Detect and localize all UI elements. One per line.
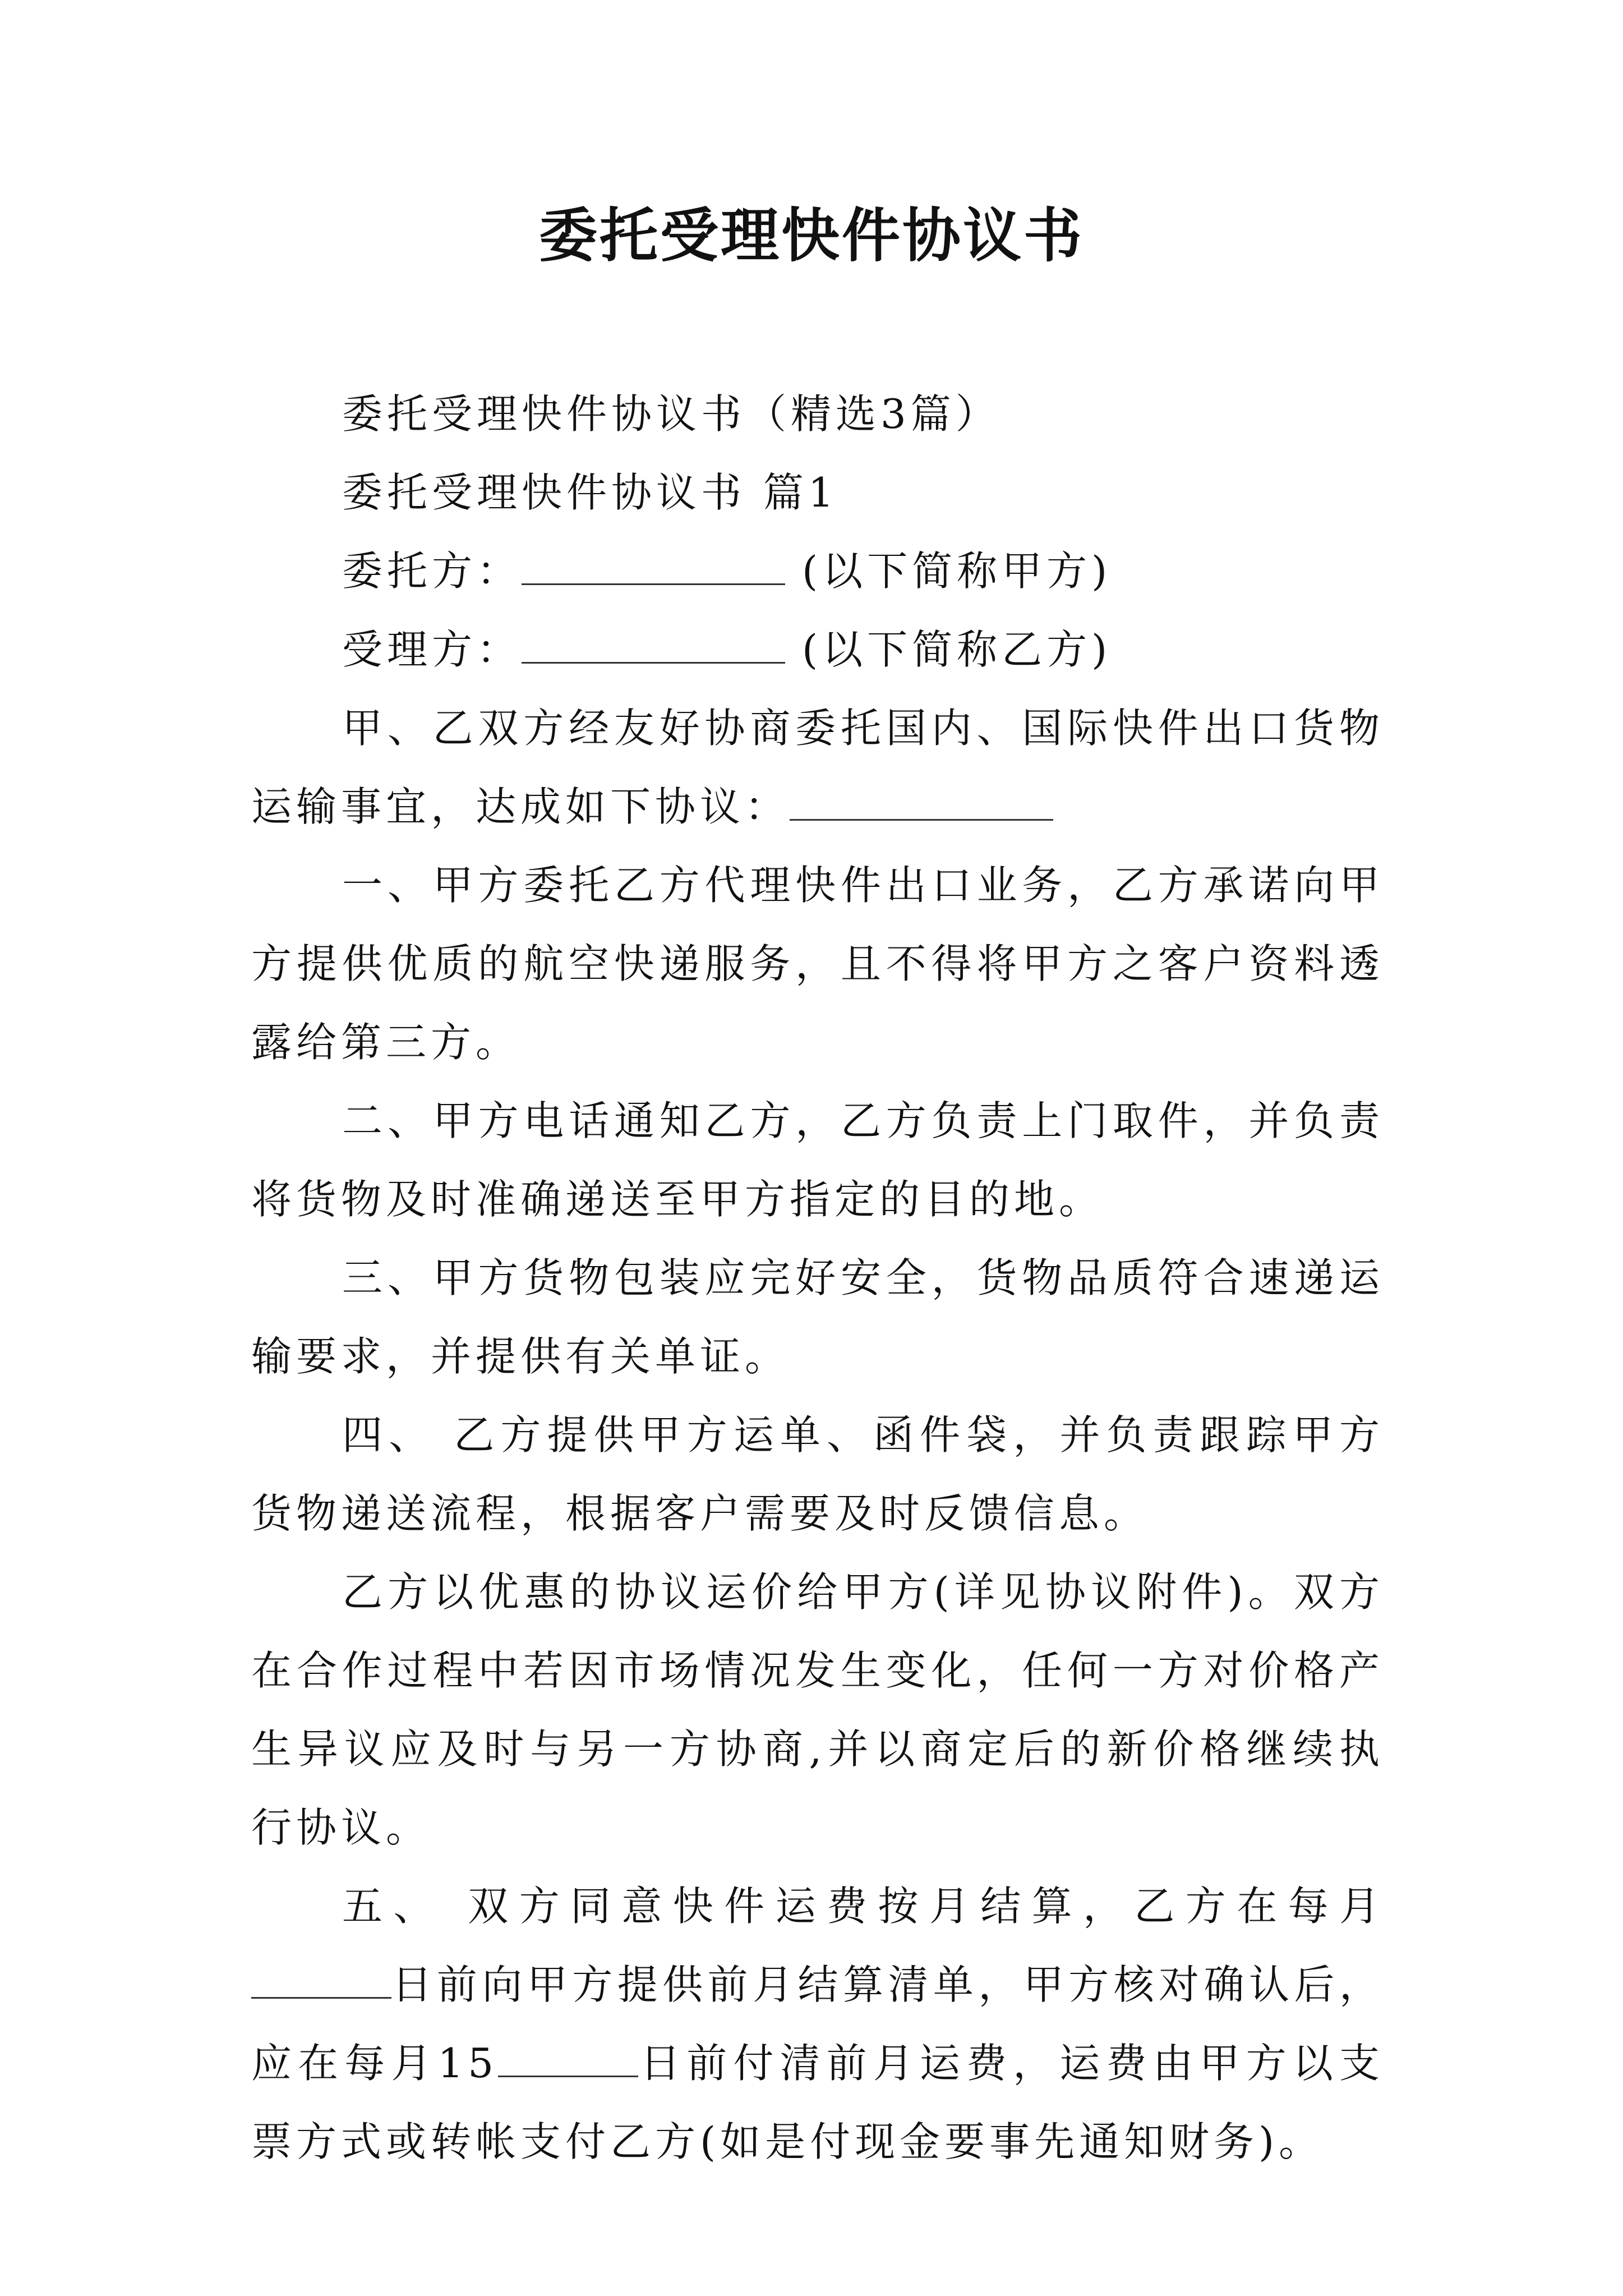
party-b-blank [522,628,785,664]
clause-4-text: 乙方提供甲方运单、函件袋，并负责跟踪甲方货物递送流程，根据客户需要及时反馈信息。 [251,1411,1384,1537]
clause-4 [251,1396,1384,1553]
clause-5-prefix: 五、 [342,1883,445,1930]
price-clause: 乙方以优惠的协议运价给甲方(详见协议附件)。双方在合作过程中若因市场情况发生变化，任何一方对价格产生异议应及时与另一方协商,并以商定后的新价格继续执行协议。 [251,1568,1384,1851]
party-b-suffix: (以下简称乙方) [802,626,1112,673]
clause-4-prefix: 四、 [342,1411,436,1458]
intro-blank [790,785,1053,821]
party-a-blank [522,550,785,585]
clause-5-part1: 双方同意快件运费按月结算，乙方在每月 [461,1883,1384,1930]
subtitle: 委托受理快件协议书（精选3篇） [342,390,1000,438]
clause-5-part2: 日前向甲方提供前月结算清单，甲方核对确认后，应在每月15 [251,1961,1384,2087]
section-heading: 委托受理快件协议书 篇1 [342,469,838,516]
party-b-label: 受理方： [342,626,522,673]
clause-5 [251,1867,1384,2181]
party-a-suffix: (以下简称甲方) [802,547,1112,595]
party-b-line [251,610,1384,689]
document-title: 委托受理快件协议书 [538,201,1084,270]
clause-5-blank-1 [251,1963,391,1999]
party-a-label: 委托方： [342,547,522,595]
clause-3: 三、甲方货物包装应完好安全，货物品质符合速递运输要求，并提供有关单证。 [251,1254,1384,1380]
party-a-line [251,532,1384,610]
intro-paragraph [251,689,1384,846]
document-body [251,375,1384,2181]
clause-5-blank-2 [498,2042,638,2077]
clause-5-part3: 日前付清前月运费，运费由甲方以支票方式或转帐支付乙方(如是付现金要事先通知财务)。 [251,2040,1384,2165]
clause-2: 二、甲方电话通知乙方，乙方负责上门取件，并负责将货物及时准确递送至甲方指定的目的地。 [251,1097,1384,1223]
clause-1: 一、甲方委托乙方代理快件出口业务，乙方承诺向甲方提供优质的航空快递服务，且不得将甲方之客户资料透露给第三方。 [251,862,1384,1066]
intro-text: 甲、乙双方经友好协商委托国内、国际快件出口货物运输事宜，达成如下协议： [251,705,1384,830]
